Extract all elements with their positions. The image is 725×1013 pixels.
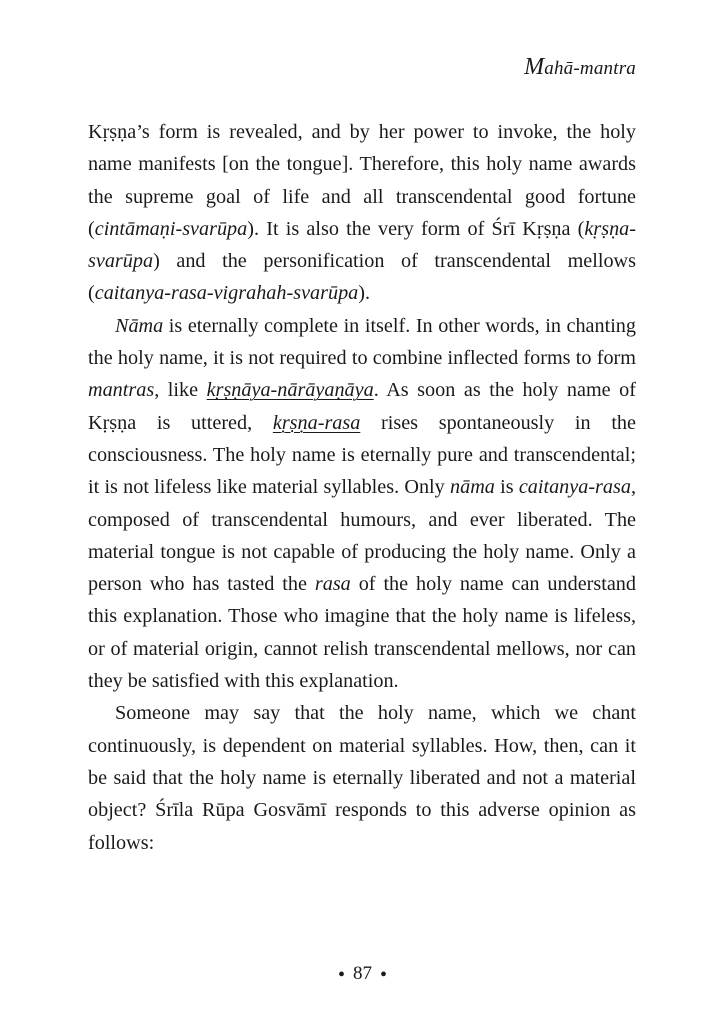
- italic-term: Nāma: [115, 314, 164, 337]
- text-run: is eternally complete in itself. In other words, in chanting the holy name, it is not required to combine inflected forms to form: [88, 314, 636, 370]
- page-number: 87: [353, 963, 372, 984]
- running-head-initial: M: [524, 54, 545, 80]
- text-run: of the holy name can understand this explanation. Those who imagine that the holy name is lifeless, or of material origin, cannot relish transcendental mellows, nor can they be satisfied with this explanation.: [88, 573, 636, 693]
- text-run: ). It is also the very form of Śrī Kṛṣṇa (: [247, 217, 585, 240]
- page-number-footer: [0, 962, 725, 985]
- running-head: [524, 54, 636, 81]
- text-run: ).: [358, 282, 371, 305]
- page-number-ornament-left: •: [337, 964, 345, 986]
- italic-term: kṛṣṇa-svarūpa: [88, 217, 636, 273]
- italic-term: caitanya-rasa-vigrahah-svarūpa: [94, 282, 359, 305]
- page-number-ornament-right: •: [380, 964, 388, 986]
- italic-term: rasa: [314, 573, 351, 596]
- text-run: Someone may say that the holy name, which we chant continuously, is dependent on material syllables. How, then, can it be said that the holy name is eternally liberated and not a material object? Śrīla Rūpa Gosvāmī responds to this adverse opinion as follows:: [88, 702, 636, 854]
- text-run: rises spontaneously in the consciousness. The holy name is eternally pure and transcendental; it is not lifeless like material syllables. Only: [88, 411, 636, 499]
- italic-term: caitanya-rasa: [518, 476, 631, 499]
- italic-term: kṛṣṇa-rasa: [272, 411, 361, 434]
- running-head-text: ahā-mantra: [544, 58, 636, 79]
- paragraph: [88, 310, 636, 698]
- text-run: , composed of transcendental humours, and ever liberated. The material tongue is not capable of producing the holy name. Only a person who has tasted the: [88, 476, 636, 596]
- text-run: is: [494, 476, 519, 499]
- italic-term: kṛṣṇāya-nārāyaṇāya: [206, 379, 374, 402]
- paragraph: [88, 116, 636, 310]
- body-text: [88, 116, 636, 859]
- text-run: Kṛṣṇa’s form is revealed, and by her power to invoke, the holy name manifests [on the tongue]. Therefore, this holy name awards the supreme goal of life and all transcendental good fortune (: [88, 121, 636, 240]
- text-run: ) and the personification of transcendental mellows (: [88, 250, 636, 305]
- paragraph: [88, 697, 636, 858]
- text-run: . As soon as the holy name of Kṛṣṇa is uttered,: [88, 379, 636, 434]
- text-run: , like: [154, 379, 207, 402]
- italic-term: nāma: [450, 476, 495, 499]
- italic-term: cintāmaṇi-svarūpa: [94, 217, 248, 240]
- italic-term: mantras: [88, 379, 155, 402]
